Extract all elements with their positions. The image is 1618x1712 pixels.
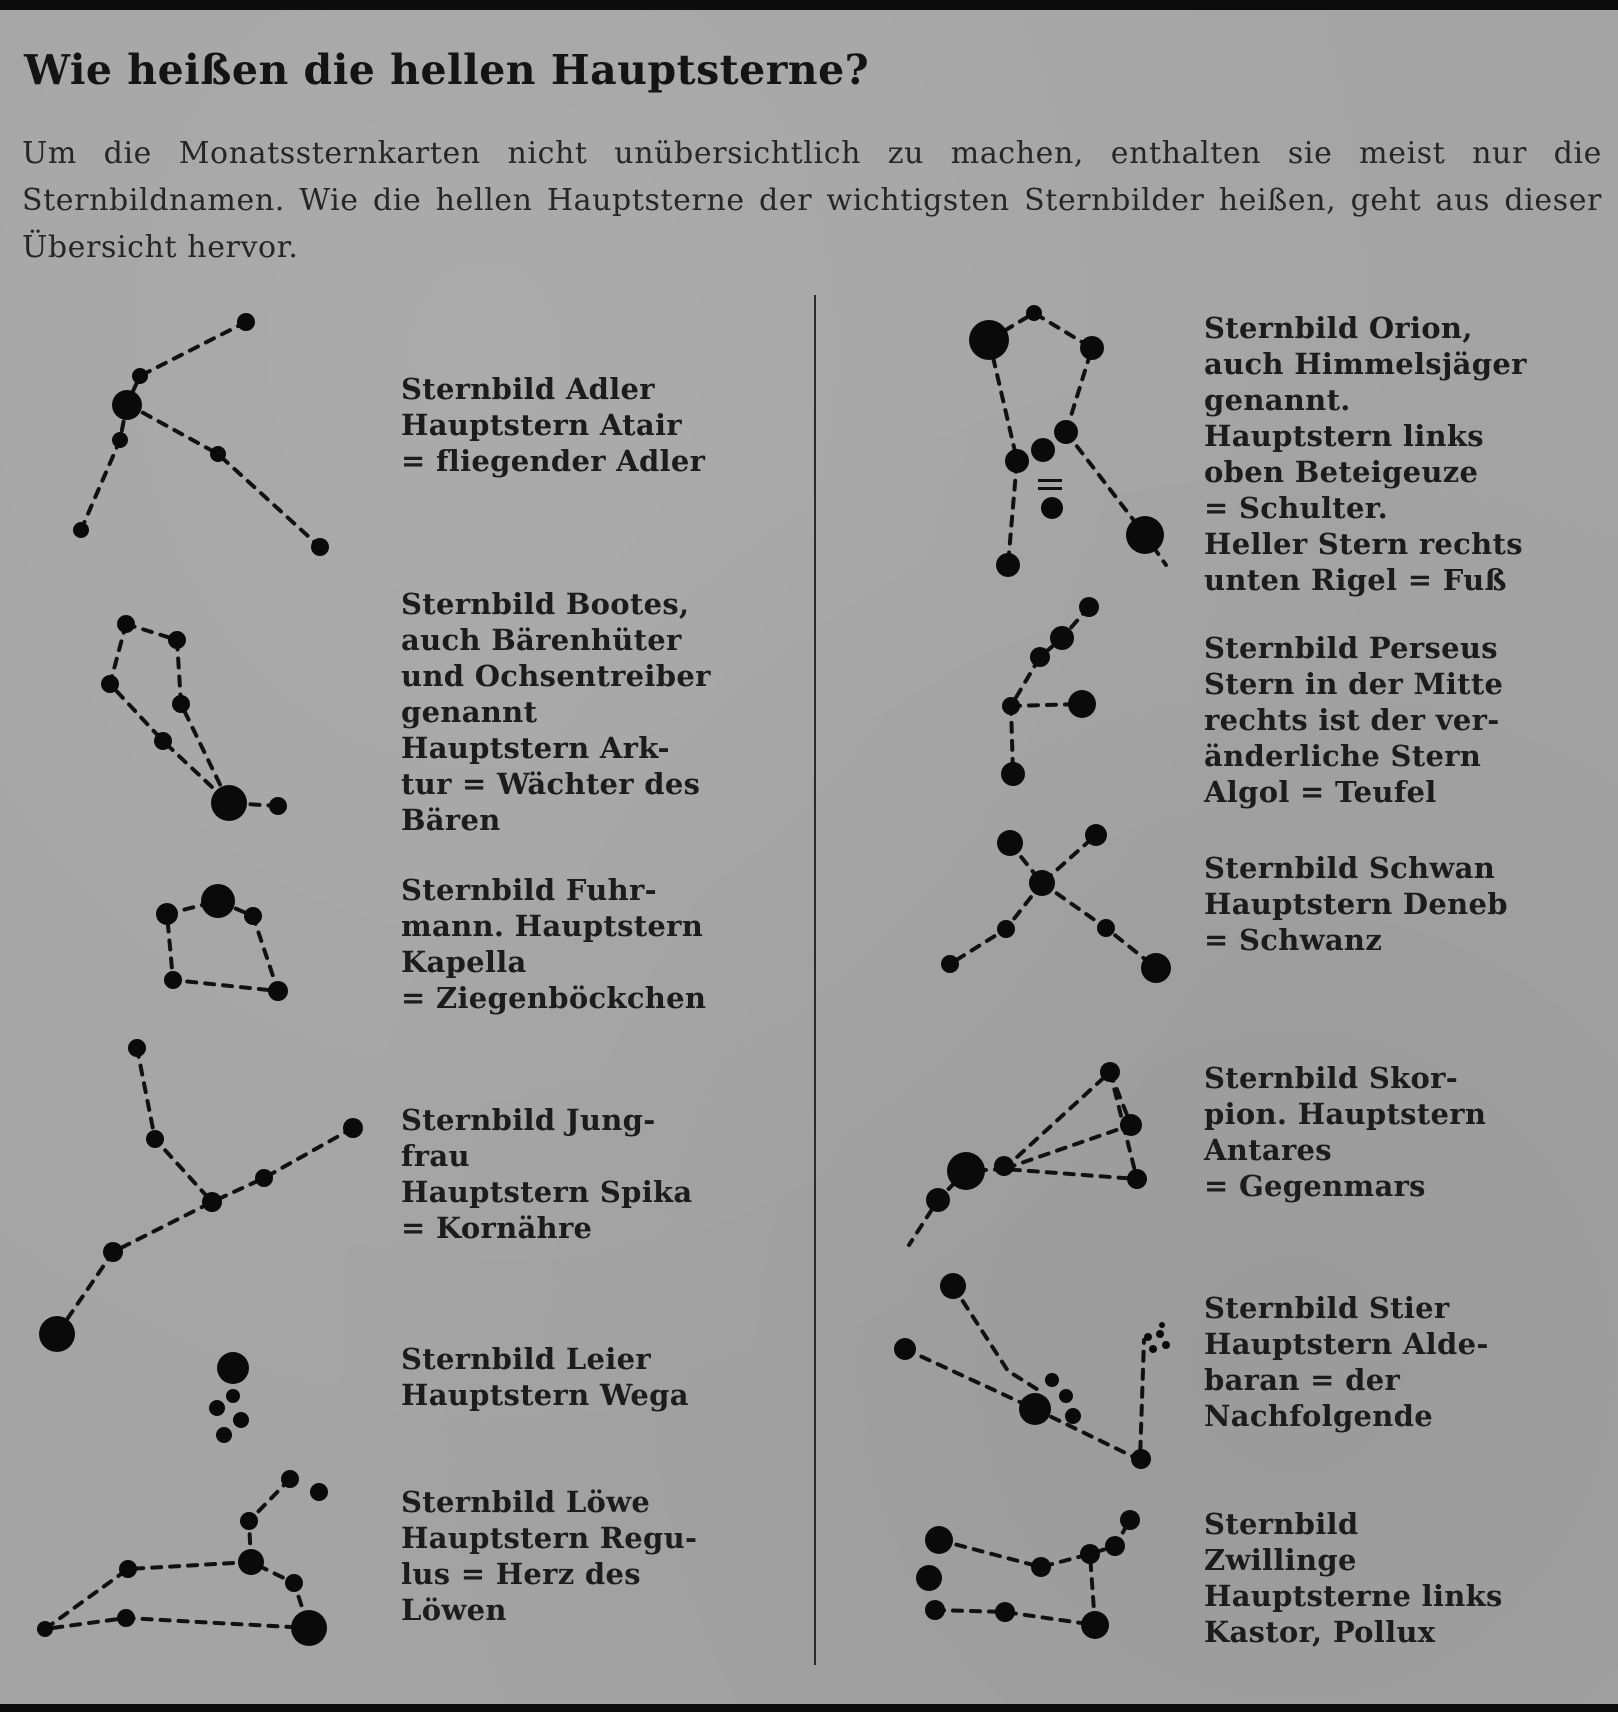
star [168, 631, 186, 649]
star [894, 1338, 916, 1360]
star-atair [112, 390, 142, 420]
star-wega [217, 1352, 249, 1384]
caption-line: frau [401, 1139, 470, 1173]
star [1050, 626, 1074, 650]
star [1120, 1114, 1142, 1136]
star [240, 1512, 258, 1530]
star [940, 1273, 966, 1299]
star [154, 732, 172, 750]
caption-line: Sternbild Skor- [1204, 1061, 1459, 1095]
star [1081, 1611, 1109, 1639]
link-line [953, 1286, 1040, 1391]
caption-line: = Gegenmars [1204, 1169, 1426, 1203]
caption-line: Sternbild Perseus [1204, 631, 1498, 665]
star-pleiades [1149, 1345, 1157, 1353]
star [132, 368, 148, 384]
caption-line: Hauptstern Wega [401, 1378, 689, 1412]
caption-line: Sternbild Adler [401, 372, 655, 406]
link-line [1004, 1072, 1137, 1179]
star-pleiades [1144, 1333, 1152, 1341]
caption-line: = Kornähre [401, 1211, 593, 1245]
star [37, 1621, 53, 1637]
caption-line: Sternbild Stier [1204, 1291, 1450, 1325]
caption-line: Stern in der Mitte [1204, 667, 1504, 701]
caption-line: unten Rigel = Fuß [1204, 563, 1507, 597]
caption-line: = fliegender Adler [401, 444, 706, 478]
star [997, 920, 1015, 938]
star [925, 1600, 945, 1620]
caption-line: Hauptstern Regu- [401, 1521, 698, 1555]
star [216, 1427, 232, 1443]
star [1100, 1062, 1120, 1082]
caption-line: = Ziegenböckchen [401, 981, 707, 1015]
star [119, 1560, 137, 1578]
caption-line: auch Himmelsjäger [1204, 347, 1527, 381]
caption-line: pion. Hauptstern [1204, 1097, 1487, 1131]
star [281, 1470, 299, 1488]
star [995, 1602, 1015, 1622]
diagram-leier [209, 1352, 249, 1443]
diagram-stier [894, 1273, 1170, 1469]
diagram-schwan [941, 824, 1171, 983]
link-line [45, 1562, 309, 1629]
link-line [126, 624, 229, 803]
caption-line: = Schulter. [1204, 491, 1389, 525]
caption-line: Hauptsterne links [1204, 1579, 1503, 1613]
diagram-fuhrmann [156, 884, 288, 1001]
star [172, 695, 190, 713]
star [994, 1156, 1014, 1176]
star-algol [1068, 690, 1096, 718]
star [1045, 1373, 1059, 1387]
sword-mark [1038, 487, 1062, 490]
star [1127, 1169, 1147, 1189]
star [926, 1188, 950, 1212]
caption-line: Hauptstern Spika [401, 1175, 693, 1209]
star [1030, 647, 1050, 667]
link-line [81, 404, 127, 530]
star [1054, 420, 1078, 444]
link-line [905, 1349, 1035, 1409]
star-spika [39, 1316, 75, 1352]
caption-line: Hauptstern links [1204, 419, 1484, 453]
star [1097, 919, 1115, 937]
star [1005, 449, 1029, 473]
caption-line: Sternbild Schwan [1204, 851, 1496, 885]
star [311, 538, 329, 556]
star [343, 1118, 363, 1138]
star [1141, 953, 1171, 983]
star [1105, 1536, 1125, 1556]
caption-line: Hauptstern Atair [401, 408, 682, 442]
star [1031, 1557, 1051, 1577]
caption-line: Nachfolgende [1204, 1399, 1434, 1433]
star [310, 1483, 328, 1501]
star-pollux [916, 1565, 942, 1591]
diagram-zwillinge [916, 1510, 1140, 1639]
intro-paragraph: Um die Monatssternkarten nicht unübersichtlich zu machen, enthalten sie meist nur die Sternbildnamen. Wie die hellen Hauptsterne der wichtigsten Sternbilder heißen, geht aus dieser Übersicht hervor. [22, 136, 1602, 265]
star-pleiades [1162, 1341, 1170, 1349]
caption-line: Kastor, Pollux [1204, 1615, 1436, 1649]
star-aldebaran [1019, 1393, 1051, 1425]
caption-line: änderliche Stern [1204, 739, 1482, 773]
link-line [1011, 607, 1089, 774]
caption-line: Sternbild Fuhr- [401, 873, 657, 907]
star [1059, 1389, 1073, 1403]
star [996, 553, 1020, 577]
link-line [110, 624, 278, 806]
link-line [127, 322, 246, 404]
star [1131, 1449, 1151, 1469]
star [103, 1242, 123, 1262]
star [1041, 497, 1063, 519]
star [997, 830, 1023, 856]
star [117, 615, 135, 633]
caption-line: auch Bärenhüter [401, 623, 682, 657]
diagram-adler [73, 313, 329, 556]
caption-line: Kapella [401, 945, 527, 979]
caption-line: Hauptstern Alde- [1204, 1327, 1489, 1361]
star-kastor [925, 1526, 953, 1554]
caption-line: Zwillinge [1204, 1543, 1357, 1577]
caption-line: Algol = Teufel [1204, 775, 1437, 809]
caption-line: genannt. [1204, 383, 1351, 417]
caption-line: Heller Stern rechts [1204, 527, 1523, 561]
star [101, 675, 119, 693]
star [202, 1192, 222, 1212]
star [156, 903, 178, 925]
link-line [1035, 1340, 1144, 1460]
star [1079, 597, 1099, 617]
caption-line: mann. Hauptstern [401, 909, 704, 943]
caption-line: genannt [401, 695, 538, 729]
star [268, 981, 288, 1001]
star [1080, 336, 1104, 360]
caption-line: Sternbild [1204, 1507, 1359, 1541]
page-title: Wie heißen die hellen Hauptsterne? [24, 46, 870, 94]
caption-line: Sternbild Orion, [1204, 311, 1473, 345]
star [1120, 1510, 1140, 1530]
caption-line: = Schwanz [1204, 923, 1383, 957]
star [233, 1412, 249, 1428]
star [112, 432, 128, 448]
star-deneb [1029, 870, 1055, 896]
star [73, 522, 89, 538]
star [244, 907, 262, 925]
link-line [57, 1128, 353, 1334]
link-line [137, 1048, 212, 1202]
star-pleiades [1159, 1322, 1165, 1328]
star-regulus [291, 1610, 327, 1646]
sword-mark [1038, 479, 1062, 482]
star [237, 313, 255, 331]
star-kapella [201, 884, 235, 918]
link-line [950, 883, 1042, 964]
caption-line: rechts ist der ver- [1204, 703, 1500, 737]
star-antares [947, 1152, 985, 1190]
caption-line: Sternbild Bootes, [401, 587, 690, 621]
caption-line: und Ochsentreiber [401, 659, 711, 693]
caption-line: Bären [401, 803, 501, 837]
caption-line: Antares [1204, 1133, 1332, 1167]
star-rigel [1126, 516, 1164, 554]
caption-line: tur = Wächter des [401, 767, 701, 801]
caption-line: Hauptstern Deneb [1204, 887, 1508, 921]
star-arktur [211, 785, 247, 821]
star [1085, 824, 1107, 846]
diagram-orion [969, 305, 1166, 577]
caption-line: Sternbild Leier [401, 1342, 651, 1376]
star [255, 1169, 273, 1187]
star [941, 955, 959, 973]
diagram-loewe [37, 1470, 328, 1646]
diagram-jungfrau [39, 1039, 363, 1352]
star [226, 1389, 240, 1403]
star-pleiades [1156, 1330, 1164, 1338]
star [1001, 762, 1025, 786]
star [238, 1549, 264, 1575]
star [146, 1130, 164, 1148]
star [1080, 1544, 1100, 1564]
star [210, 446, 226, 462]
caption-line: Sternbild Löwe [401, 1485, 651, 1519]
link-line [127, 404, 320, 547]
diagram-bootes [101, 615, 287, 821]
diagram-skorpion [909, 1062, 1147, 1245]
caption-line: baran = der [1204, 1363, 1401, 1397]
caption-line: lus = Herz des [401, 1557, 641, 1591]
star [1031, 438, 1055, 462]
star [209, 1400, 225, 1416]
star-beteigeuze [969, 320, 1009, 360]
star [117, 1609, 135, 1627]
star [1065, 1408, 1081, 1424]
star [269, 797, 287, 815]
link-line [935, 1554, 1095, 1625]
star [285, 1574, 303, 1592]
star [1002, 697, 1020, 715]
diagram-perseus [1001, 597, 1099, 786]
caption-line: Hauptstern Ark- [401, 731, 670, 765]
caption-line: Löwen [401, 1593, 507, 1627]
caption-line: oben Beteigeuze [1204, 455, 1479, 489]
star [1026, 305, 1042, 321]
caption-line: Sternbild Jung- [401, 1103, 656, 1137]
star [164, 971, 182, 989]
star [128, 1039, 146, 1057]
